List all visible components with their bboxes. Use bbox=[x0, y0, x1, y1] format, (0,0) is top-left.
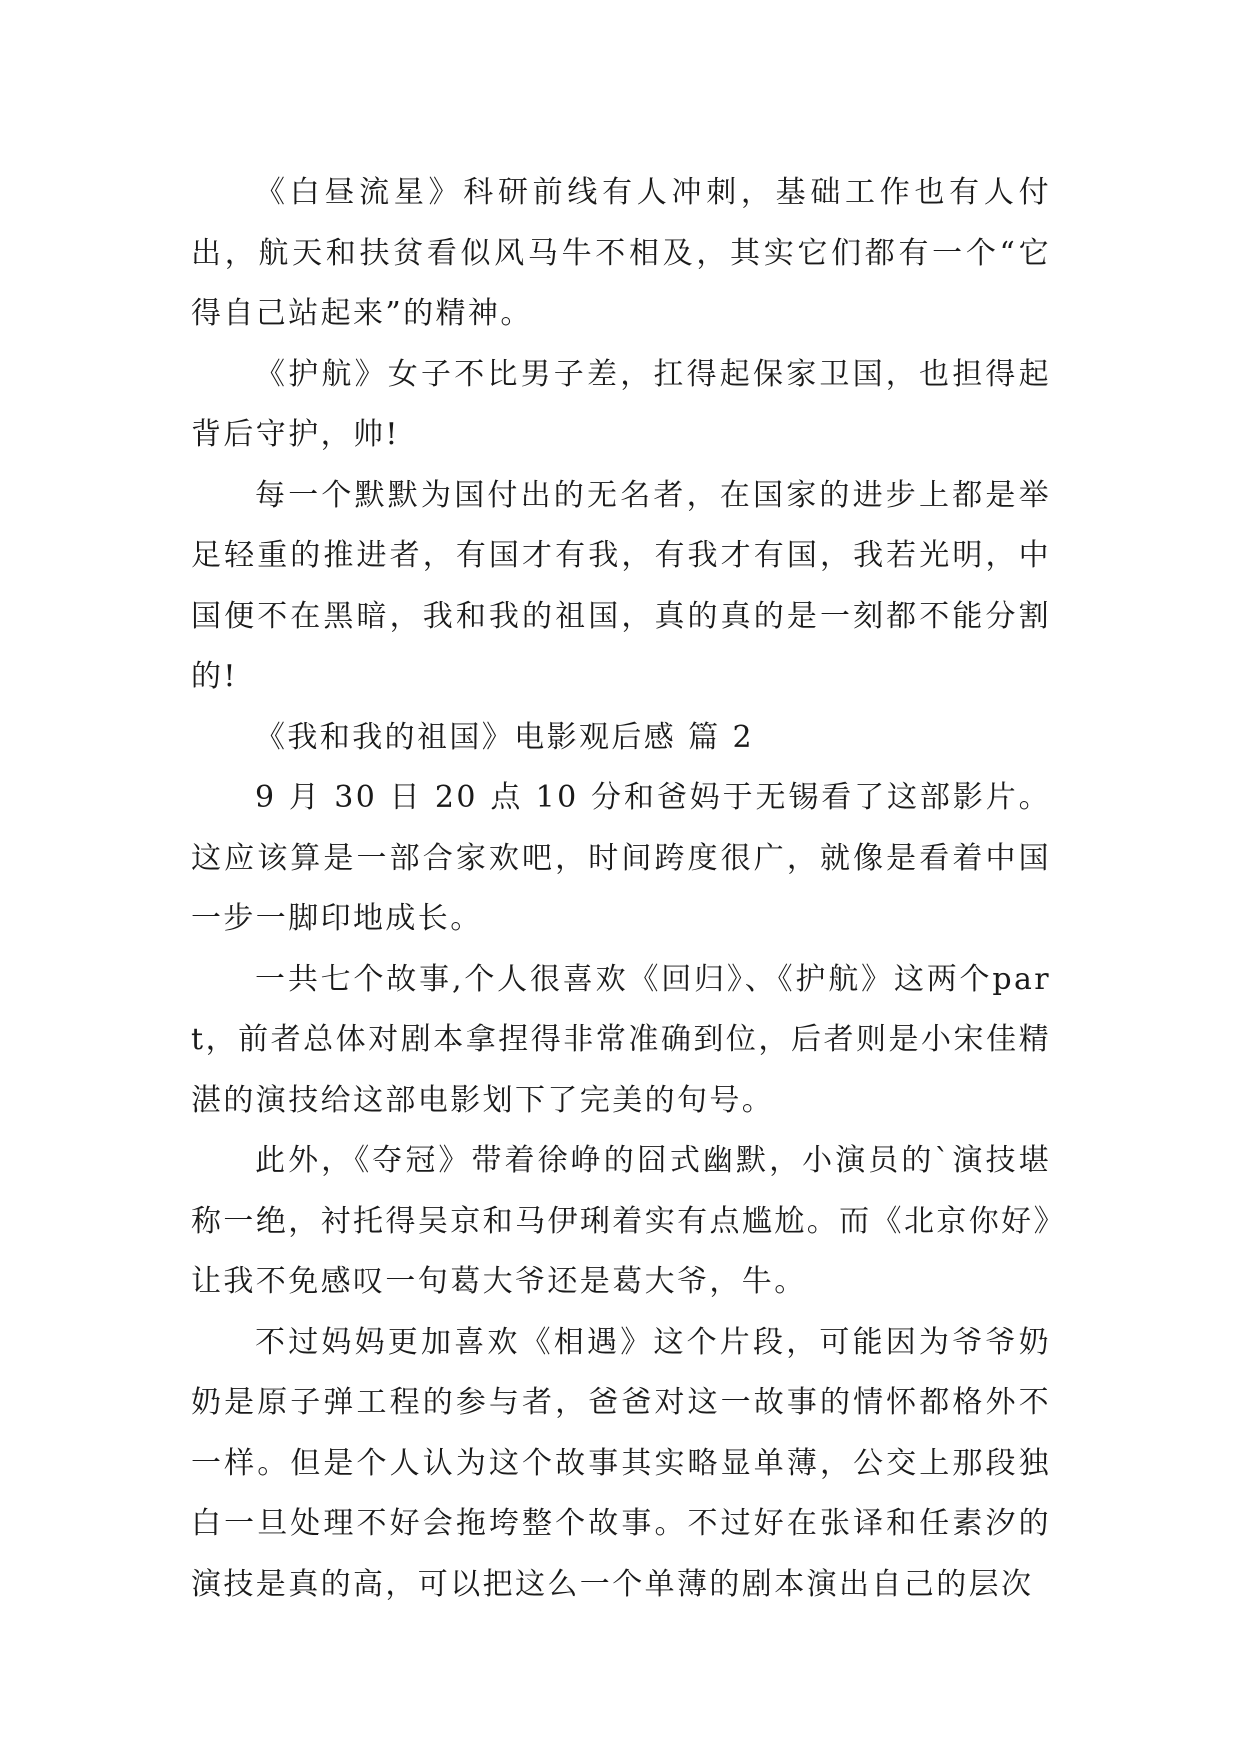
paragraph-winning: 此外，《夺冠》带着徐峥的囧式幽默，小演员的`演技堪称一绝，衬托得吴京和马伊琍着实有点尴尬。而《北京你好》让我不免感叹一句葛大爷还是葛大爷，牛。 bbox=[191, 1143, 1051, 1299]
document-body bbox=[191, 163, 1051, 1615]
section-heading: 《我和我的祖国》电影观后感 篇 2 bbox=[255, 719, 754, 755]
paragraph-viewing-date: 9 月 30 日 20 点 10 分和爸妈于无锡看了这部影片。这应该算是一部合家欢吧，时间跨度很广，就像是看着中国一步一脚印地成长。 bbox=[191, 780, 1051, 936]
paragraph-encounter: 不过妈妈更加喜欢《相遇》这个片段，可能因为爷爷奶奶是原子弹工程的参与者，爸爸对这一故事的情怀都格外不一样。但是个人认为这个故事其实略显单薄，公交上那段独白一旦处理不好会拖垮整个故事。不过好在张译和任素汐的演技是真的高，可以把这么一个单薄的剧本演出自己的层次 bbox=[191, 1324, 1051, 1602]
paragraph-white-meteor: 《白昼流星》科研前线有人冲刺，基础工作也有人付出，航天和扶贫看似风马牛不相及，其实它们都有一个“它得自己站起来”的精神。 bbox=[191, 175, 1051, 331]
paragraph-escort: 《护航》女子不比男子差，扛得起保家卫国，也担得起背后守护，帅! bbox=[191, 356, 1051, 452]
paragraph-unknown-heroes: 每一个默默为国付出的无名者，在国家的进步上都是举足轻重的推进者，有国才有我，有我才有国，我若光明，中国便不在黑暗，我和我的祖国，真的真的是一刻都不能分割的! bbox=[191, 477, 1051, 694]
paragraph-seven-stories: 一共七个故事,个人很喜欢《回归》、《护航》这两个part，前者总体对剧本拿捏得非常准确到位，后者则是小宋佳精湛的演技给这部电影划下了完美的句号。 bbox=[191, 961, 1051, 1118]
